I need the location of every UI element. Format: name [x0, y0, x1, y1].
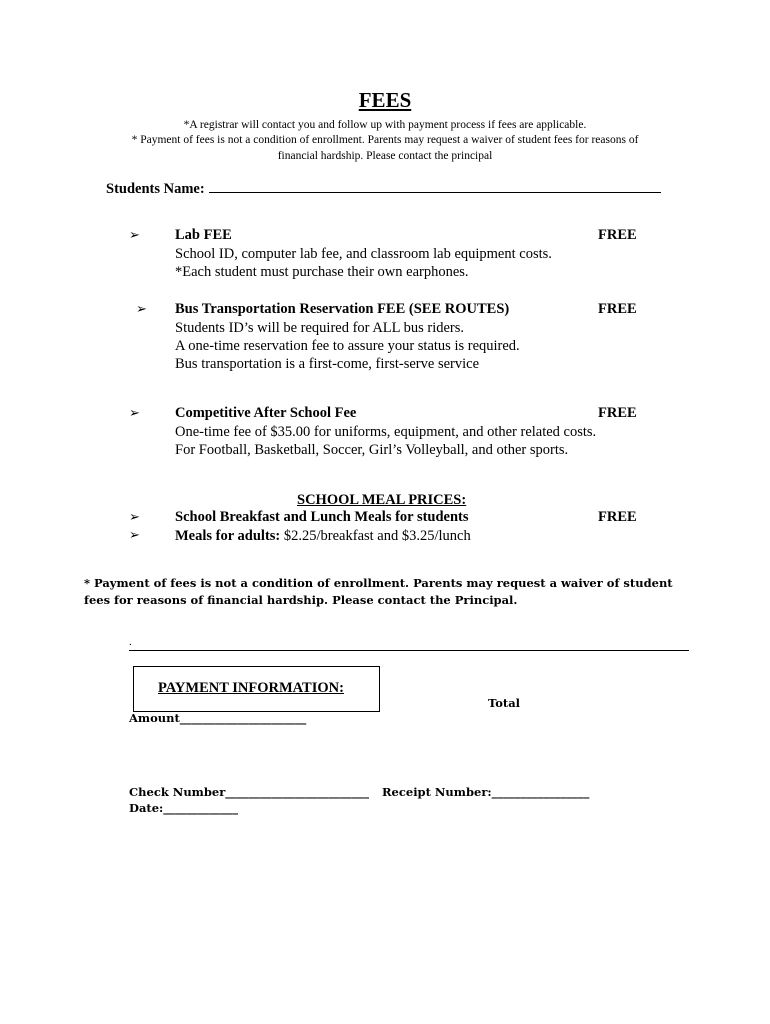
lab-fee-desc-1: School ID, computer lab fee, and classroom lab equipment costs. — [175, 246, 552, 262]
sports-fee-desc-2: For Football, Basketball, Soccer, Girl’s Volleyball, and other sports. — [175, 442, 569, 458]
page-title: FEES — [358, 88, 412, 112]
bus-fee-desc-2: A one-time reservation fee to assure your status is required. — [175, 338, 520, 354]
lab-fee-title: Lab FEE — [175, 227, 232, 243]
divider-line — [129, 650, 689, 651]
waiver-note-line2: financial hardship. Please contact the principal — [277, 150, 493, 162]
lab-fee-desc-2: *Each student must purchase their own earphones. — [175, 264, 469, 280]
students-name-field[interactable] — [106, 178, 661, 198]
adult-meals-label: Meals for adults: — [175, 528, 281, 544]
waiver-note-line1: * Payment of fees is not a condition of enrollment. Parents may request a waiver of student fees for reasons of — [131, 134, 639, 146]
total-label: Total — [488, 696, 521, 710]
sports-fee-desc-1: One-time fee of $35.00 for uniforms, equipment, and other related costs. — [175, 424, 597, 440]
check-number-field[interactable]: Check Number_________________________ — [129, 785, 370, 799]
bullet-arrow-icon: ➢ — [129, 510, 140, 525]
student-meals-price: FREE — [598, 509, 637, 525]
bullet-arrow-icon: ➢ — [129, 406, 140, 421]
receipt-number-field[interactable]: Receipt Number:_________________ — [382, 785, 590, 799]
students-name-line[interactable] — [209, 178, 661, 193]
students-name-label: Students Name: — [106, 181, 205, 197]
bus-fee-price: FREE — [598, 301, 637, 317]
meal-prices-heading: SCHOOL MEAL PRICES: — [297, 492, 467, 508]
amount-field[interactable]: Amount______________________ — [129, 711, 307, 725]
bullet-arrow-icon: ➢ — [129, 228, 140, 243]
student-meals-label: School Breakfast and Lunch Meals for students — [175, 509, 469, 525]
adult-meals-line — [175, 527, 471, 545]
registrar-note: *A registrar will contact you and follow up with payment process if fees are applicable. — [183, 119, 587, 131]
sports-fee-price: FREE — [598, 405, 637, 421]
adult-meals-price: $2.25/breakfast and $3.25/lunch — [280, 528, 471, 544]
lab-fee-price: FREE — [598, 227, 637, 243]
bus-fee-title: Bus Transportation Reservation FEE (SEE ROUTES) — [175, 301, 510, 317]
sports-fee-title: Competitive After School Fee — [175, 405, 357, 421]
bus-fee-desc-1: Students ID’s will be required for ALL bus riders. — [175, 320, 465, 336]
divider-dot: . — [129, 636, 132, 648]
bullet-arrow-icon: ➢ — [136, 302, 147, 317]
payment-info-heading: PAYMENT INFORMATION: — [158, 680, 344, 696]
bullet-arrow-icon: ➢ — [129, 528, 140, 543]
date-field[interactable]: Date:_____________ — [129, 801, 239, 815]
bus-fee-desc-3: Bus transportation is a first-come, first-serve service — [175, 356, 480, 372]
footer-waiver-note: * Payment of fees is not a condition of enrollment. Parents may request a waiver of student fees for reasons of financial hardship. Please contact the Principal. — [84, 576, 673, 607]
